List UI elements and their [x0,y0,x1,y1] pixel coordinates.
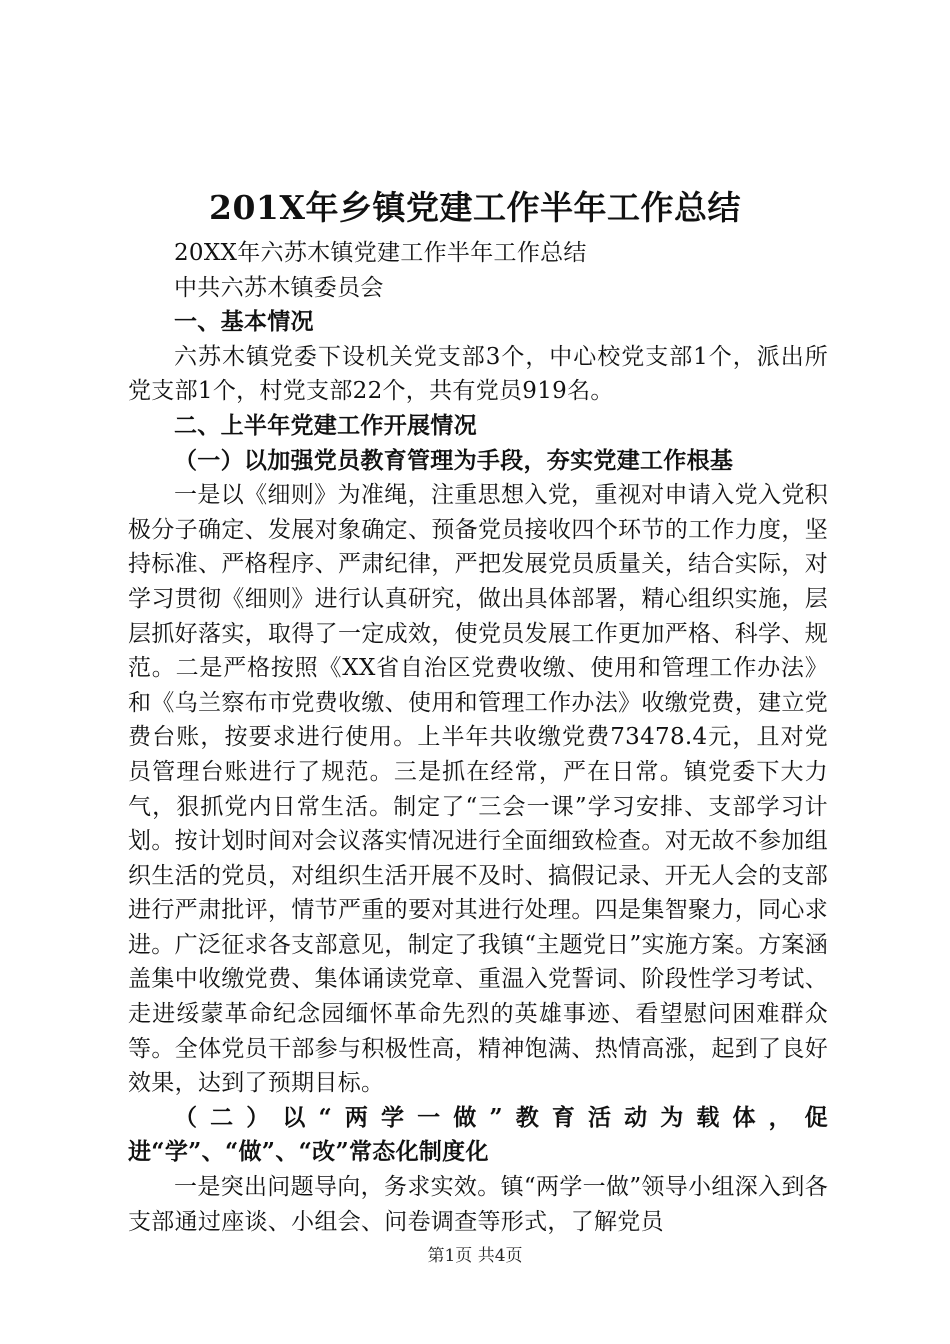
subsection-heading-1: （一）以加强党员教育管理为手段，夯实党建工作根基 [174,446,734,474]
document-title: 201X年乡镇党建工作半年工作总结 [209,188,741,227]
paragraph-organization: 中共六苏木镇委员会 [174,274,384,301]
subsection-heading-2: （二）以“两学一做”教育活动为载体，促进“学”、“做”、“改”常态化制度化 [128,1103,828,1166]
section-heading-basic: 一、基本情况 [174,308,314,336]
page-footer: 第1页 共4页 [427,1246,523,1266]
paragraph-education: 一是以《细则》为准绳，注重思想入党，重视对申请入党入党积极分子确定、发展对象确定、预备党员接收四个环节的工作力度，坚持标准、严格程序、严肃纪律，严把发展党员质量关，结合实际，对学习贯彻《细则》进行认真研究，做出具体部署，精心组织实施，层层抓好落实，取得了一定成效，使党员发展工作更加严格、科学、规范。二是严格按照《XX省自治区党费收缴、使用和管理工作办法》和《乌兰察布市党费收缴、使用和管理工作办法》收缴党费，建立党费台账，按要求进行使用。上半年共收缴党费73478.4元，且对党员管理台账进行了规范。三是抓在经常，严在日常。镇党委下大力气，狠抓党内日常生活。制定了“三会一课”学习安排、支部学习计划。按计划时间对会议落实情况进行全面细致检查。对无故不参加组织生活的党员，对组织生活开展不及时、搞假记录、开无人会的支部进行严肃批评，情节严重的要对其进行处理。四是集智聚力，同心求进。广泛征求各支部意见，制定了我镇“主题党日”实施方案。方案涵盖集中收缴党费、集体诵读党章、重温入党誓词、阶段性学习考试、走进绥蒙革命纪念园缅怀革命先烈的英雄事迹、看望慰问困难群众等。全体党员干部参与积极性高，精神饱满、热情高涨，起到了良好效果，达到了预期目标。 [128,482,828,1097]
section-heading-progress: 二、上半年党建工作开展情况 [174,411,477,439]
paragraph-two-studies: 一是突出问题导向，务求实效。镇“两学一做”领导小组深入到各支部通过座谈、小组会、问卷调查等形式，了解党员 [128,1174,828,1235]
document-body [128,236,828,1239]
paragraph-subtitle: 20XX年六苏木镇党建工作半年工作总结 [174,240,587,266]
paragraph-basic: 六苏木镇党委下设机关党支部3个，中心校党支部1个，派出所党支部1个，村党支部22个，共有党员919名。 [128,343,828,405]
